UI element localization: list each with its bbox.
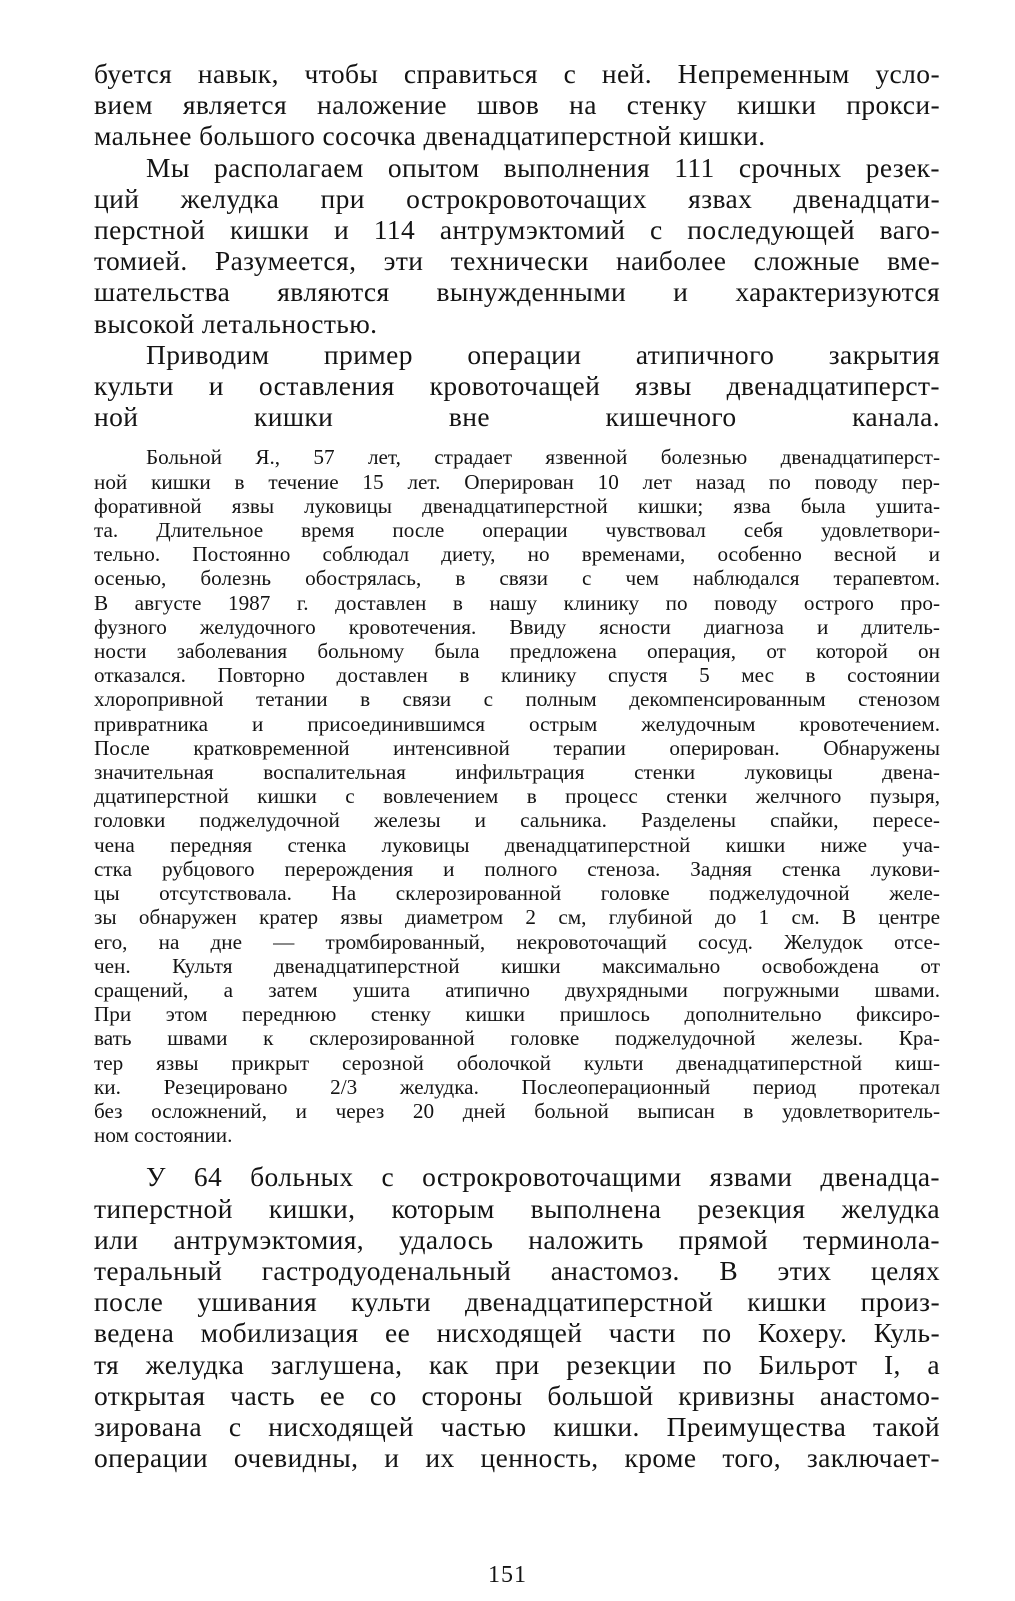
paragraph-anastomosis — [94, 1161, 940, 1473]
page-number: 151 — [488, 1562, 527, 1588]
text-line: чен. Культя двенадцатиперстной кишки максимально освобождена от — [94, 953, 940, 978]
text-line: ций желудка при острокровоточащих язвах двенадцати- — [94, 182, 940, 214]
text-line: сращений, а затем ушита атипично двухрядными погружными швами. — [94, 977, 940, 1002]
text-line: осенью, болезнь обострялась, в связи с чем наблюдался терапевтом. — [94, 566, 940, 591]
text-line: привратника и присоединившимся острым желудочным кровотечением. — [94, 711, 940, 736]
text-line: Больной Я., 57 лет, страдает язвенной болезнью двенадцатиперст- — [146, 445, 940, 470]
text-line: фузного желудочного кровотечения. Ввиду ясности диагноза и длитель- — [94, 614, 940, 639]
text-line: вием является наложение швов на стенку кишки прокси- — [94, 89, 940, 121]
text-line: открытая часть ее со стороны большой кривизны анастомо- — [94, 1379, 940, 1411]
text-line: его, на дне — тромбированный, некровоточащий сосуд. Желудок отсе- — [94, 929, 940, 954]
text-line: шательства являются вынужденными и характеризуются — [94, 276, 940, 308]
text-line: Мы располагаем опытом выполнения 111 срочных резек- — [146, 151, 940, 183]
text-line: отказался. Повторно доставлен в клинику спустя 5 мес в состоянии — [94, 663, 940, 688]
text-line: У 64 больных с острокровоточащими язвами двенадца- — [146, 1161, 940, 1193]
text-line: дцатиперстной кишки с вовлечением в процесс стенки желчного пузыря, — [94, 784, 940, 809]
text-line: стка рубцового перерождения и полного стеноза. Задняя стенка лукови- — [94, 856, 940, 881]
text-line: В августе 1987 г. доставлен в нашу клинику по поводу острого про- — [94, 590, 940, 615]
text-line: форативной язвы луковицы двенадцатиперстной кишки; язва была ушита- — [94, 493, 940, 518]
case-report — [94, 445, 940, 1147]
text-line: теральный гастродуоденальный анастомоз. В этих целях — [94, 1254, 940, 1286]
text-line: после ушивания культи двенадцатиперстной кишки произ- — [94, 1286, 940, 1318]
text-line: хлоропривной тетании в связи с полным декомпенсированным стенозом — [94, 687, 940, 712]
text-line: зирована с нисходящей частью кишки. Преимущества такой — [94, 1410, 940, 1442]
paragraph-example-intro — [94, 339, 940, 433]
text-line: значительная воспалительная инфильтрация стенки луковицы двена- — [94, 760, 940, 785]
text-line: цы отсутствовала. На склерозированной головке поджелудочной желе- — [94, 881, 940, 906]
text-line: ведена мобилизация ее нисходящей части по Кохеру. Куль- — [94, 1317, 940, 1349]
text-line: или антрумэктомия, удалось наложить прямой терминола- — [94, 1223, 940, 1255]
paragraph-experience — [94, 152, 940, 339]
text-line: типерстной кишки, которым выполнена резекция желудка — [94, 1192, 940, 1224]
text-line: томией. Разумеется, эти технически наиболее сложные вме- — [94, 245, 940, 277]
text-line: Приводим пример операции атипичного закрытия — [146, 338, 940, 370]
text-line: ном состоянии. — [94, 1123, 233, 1148]
text-line: без осложнений, и через 20 дней больной выписан в удовлетворитель- — [94, 1098, 940, 1123]
text-line: При этом переднюю стенку кишки пришлось дополнительно фиксиро- — [94, 1002, 940, 1027]
text-line: перстной кишки и 114 антрумэктомий с последующей ваго- — [94, 214, 940, 246]
text-line: операции очевидны, и их ценность, кроме того, заключает- — [94, 1442, 940, 1474]
text-line: ной кишки в течение 15 лет. Оперирован 10 лет назад по поводу пер- — [94, 469, 940, 494]
text-line: ной кишки вне кишечного канала. — [94, 401, 940, 433]
text-line: тер язвы прикрыт серозной оболочкой культи двенадцатиперстной киш- — [94, 1050, 940, 1075]
text-line: чена передняя стенка луковицы двенадцатиперстной кишки ниже уча- — [94, 832, 940, 857]
text-line: высокой летальностью. — [94, 307, 378, 339]
text-line: тя желудка заглушена, как при резекции по Бильрот I, а — [94, 1348, 940, 1380]
text-line: После кратковременной интенсивной терапии оперирован. Обнаружены — [94, 735, 940, 760]
book-page — [94, 58, 940, 1473]
text-line: буется навык, чтобы справиться с ней. Непременным усло- — [94, 58, 940, 89]
text-line: культи и оставления кровоточащей язвы двенадцатиперст- — [94, 370, 940, 402]
paragraph-continuation — [94, 58, 940, 152]
text-line: зы обнаружен кратер язвы диаметром 2 см, глубиной до 1 см. В центре — [94, 905, 940, 930]
text-line: ки. Резецировано 2/3 желудка. Послеоперационный период протекал — [94, 1074, 940, 1099]
text-line: вать швами к склерозированной головке поджелудочной железы. Кра- — [94, 1026, 940, 1051]
text-line: мальнее большого сосочка двенадцатиперстной кишки. — [94, 120, 766, 152]
text-line: головки поджелудочной железы и сальника. Разделены спайки, пересе- — [94, 808, 940, 833]
text-line: тельно. Постоянно соблюдал диету, но временами, особенно весной и — [94, 542, 940, 567]
text-line: та. Длительное время после операции чувствовал себя удовлетвори- — [94, 518, 940, 543]
text-line: ности заболевания больному была предложена операция, от которой он — [94, 639, 940, 664]
